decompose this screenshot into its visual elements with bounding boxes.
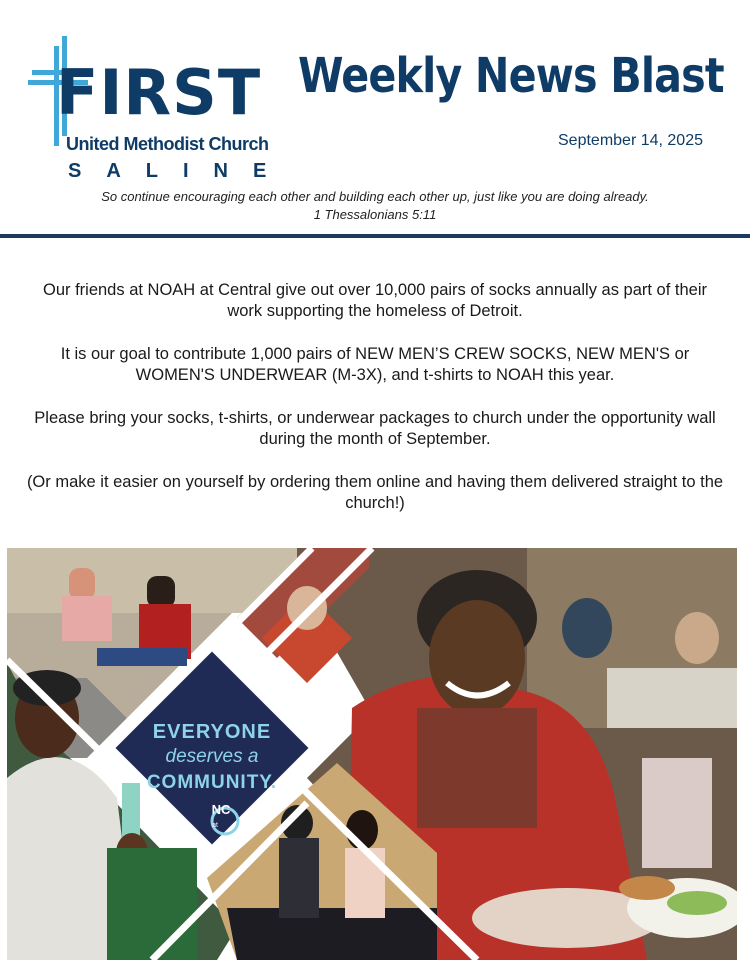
newsletter-date: September 14, 2025 [558,132,703,149]
paragraph: It is our goal to contribute 1,000 pairs of NEW MEN’S CREW SOCKS, NEW MEN'S or WOMEN'S UNDERWEAR (M-3X), and t-shirts to NOAH this year. [60,345,690,384]
church-logo [28,36,292,186]
header-divider [0,234,750,238]
logo-city: SALINE [68,160,292,182]
paragraph: Please bring your socks, t-shirts, or underwear packages to church under the opportunity wall during the month of September. [34,409,716,448]
paragraph: Our friends at NOAH at Central give out over 10,000 pairs of socks annually as part of their work supporting the homeless of Detroit. [43,281,707,320]
noah-logo-letters: NC [211,802,231,817]
logo-first-text: FIRST [56,56,262,129]
diamond-line-3: COMMUNITY. [146,772,278,793]
diamond-line-2: deserves a [165,746,259,767]
scripture-verse: So continue encouraging each other and building each other up, just like you are doing already. [101,189,649,204]
paragraph: (Or make it easier on yourself by ordering them online and having them delivered straight to the church!) [26,473,724,512]
article-body [25,280,725,536]
photo-collage [7,548,737,960]
noah-logo-sub: at [212,822,218,829]
logo-church-name: United Methodist Church [66,134,269,154]
diamond-line-1: EVERYONE [152,721,272,743]
newsletter-title: Weekly News Blast [298,48,724,104]
scripture-reference: 1 Thessalonians 5:11 [313,207,437,222]
